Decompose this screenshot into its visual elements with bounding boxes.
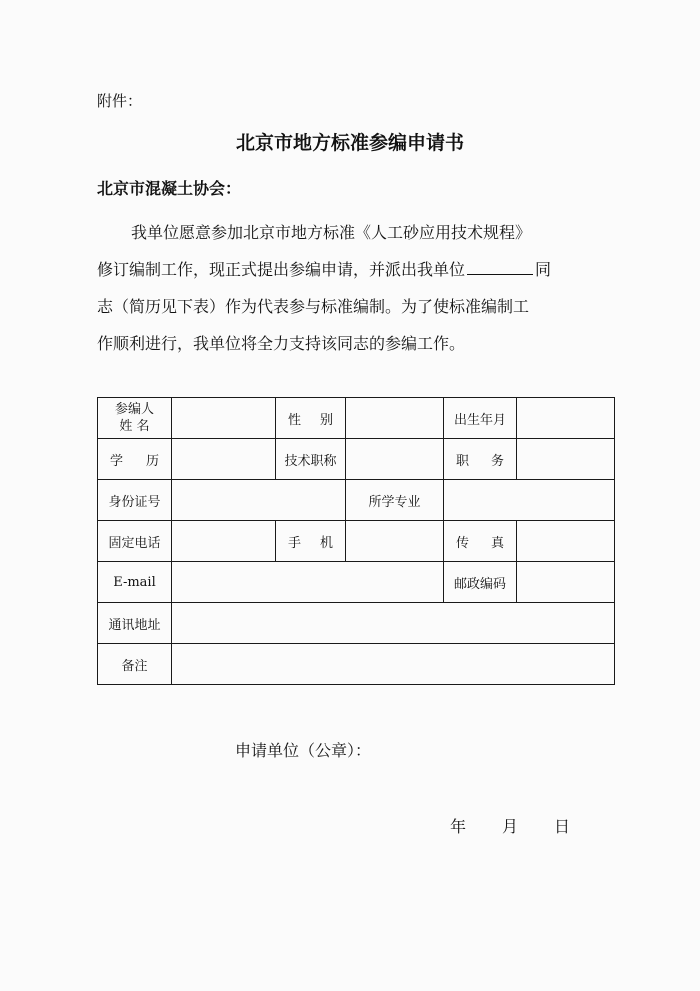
body-line-1: 我单位愿意参加北京市地方标准《人工砂应用技术规程》 — [131, 223, 532, 242]
table-row — [98, 398, 615, 439]
page-title: 北京市地方标准参编申请书 — [235, 132, 464, 154]
remarks-label-cell: 备注 — [98, 644, 172, 685]
mobile-value-cell[interactable] — [346, 521, 444, 562]
position-label-a: 职 — [456, 453, 470, 469]
addressee: 北京市混凝土协会： — [97, 179, 242, 198]
table-row — [98, 439, 615, 480]
table-row — [98, 644, 615, 685]
body-line-2-text: 修订编制工作，现正式提出参编申请，并派出我单位 — [97, 260, 466, 279]
gender-label-b: 别 — [319, 412, 333, 428]
birth-label-cell: 出生年月 — [444, 398, 517, 439]
body-line-2-end: 同 — [535, 260, 552, 279]
id-value-cell[interactable] — [172, 480, 346, 521]
applicant-info-table — [97, 397, 615, 685]
education-label-a: 学 — [110, 453, 124, 469]
fax-label-a: 传 — [456, 535, 470, 551]
name-value-cell[interactable] — [172, 398, 276, 439]
table-row — [98, 521, 615, 562]
gender-value-cell[interactable] — [346, 398, 444, 439]
birth-value-cell[interactable] — [517, 398, 615, 439]
name-label-line-1: 参编人 — [114, 402, 154, 417]
table-row — [98, 603, 615, 644]
body-paragraph — [97, 214, 617, 362]
attachment-label: 附件： — [97, 92, 143, 110]
applicant-seal-label: 申请单位（公章）： — [235, 741, 372, 760]
body-line-4: 作顺利进行，我单位将全力支持该同志的参编工作。 — [97, 334, 466, 353]
address-label-cell: 通讯地址 — [98, 603, 172, 644]
date-month-label: 月 — [501, 817, 518, 836]
title-value-cell[interactable] — [346, 439, 444, 480]
gender-label-a: 性 — [288, 412, 302, 428]
email-label-cell: E-mail — [98, 562, 172, 603]
body-line-3: 志（简历见下表）作为代表参与标准编制。为了使标准编制工 — [97, 297, 530, 316]
table-row — [98, 562, 615, 603]
body-line-2 — [97, 251, 617, 288]
landline-label-cell: 固定电话 — [98, 521, 172, 562]
fax-value-cell[interactable] — [517, 521, 615, 562]
id-label-cell: 身份证号 — [98, 480, 172, 521]
position-value-cell[interactable] — [517, 439, 615, 480]
date-year-label: 年 — [450, 817, 467, 836]
education-value-cell[interactable] — [172, 439, 276, 480]
address-value-cell[interactable] — [172, 603, 615, 644]
table-row — [98, 480, 615, 521]
name-label-line-2: 姓 名 — [119, 419, 150, 434]
remarks-value-cell[interactable] — [172, 644, 615, 685]
mobile-label-cell — [276, 521, 346, 562]
name-label-cell — [98, 398, 172, 439]
position-label-cell — [444, 439, 517, 480]
major-label-cell: 所学专业 — [346, 480, 444, 521]
major-value-cell[interactable] — [444, 480, 615, 521]
email-value-cell[interactable] — [172, 562, 444, 603]
landline-value-cell[interactable] — [172, 521, 276, 562]
signing-date — [450, 814, 570, 837]
title-label-cell: 技术职称 — [276, 439, 346, 480]
fax-label-cell — [444, 521, 517, 562]
mobile-label-b: 机 — [319, 535, 333, 551]
delegate-name-blank[interactable] — [467, 258, 533, 275]
education-label-b: 历 — [145, 453, 159, 469]
date-day-label: 日 — [553, 817, 570, 836]
position-label-b: 务 — [490, 453, 504, 469]
gender-label-cell — [276, 398, 346, 439]
education-label-cell — [98, 439, 172, 480]
postcode-label-cell: 邮政编码 — [444, 562, 517, 603]
fax-label-b: 真 — [490, 535, 504, 551]
postcode-value-cell[interactable] — [517, 562, 615, 603]
mobile-label-a: 手 — [288, 535, 302, 551]
